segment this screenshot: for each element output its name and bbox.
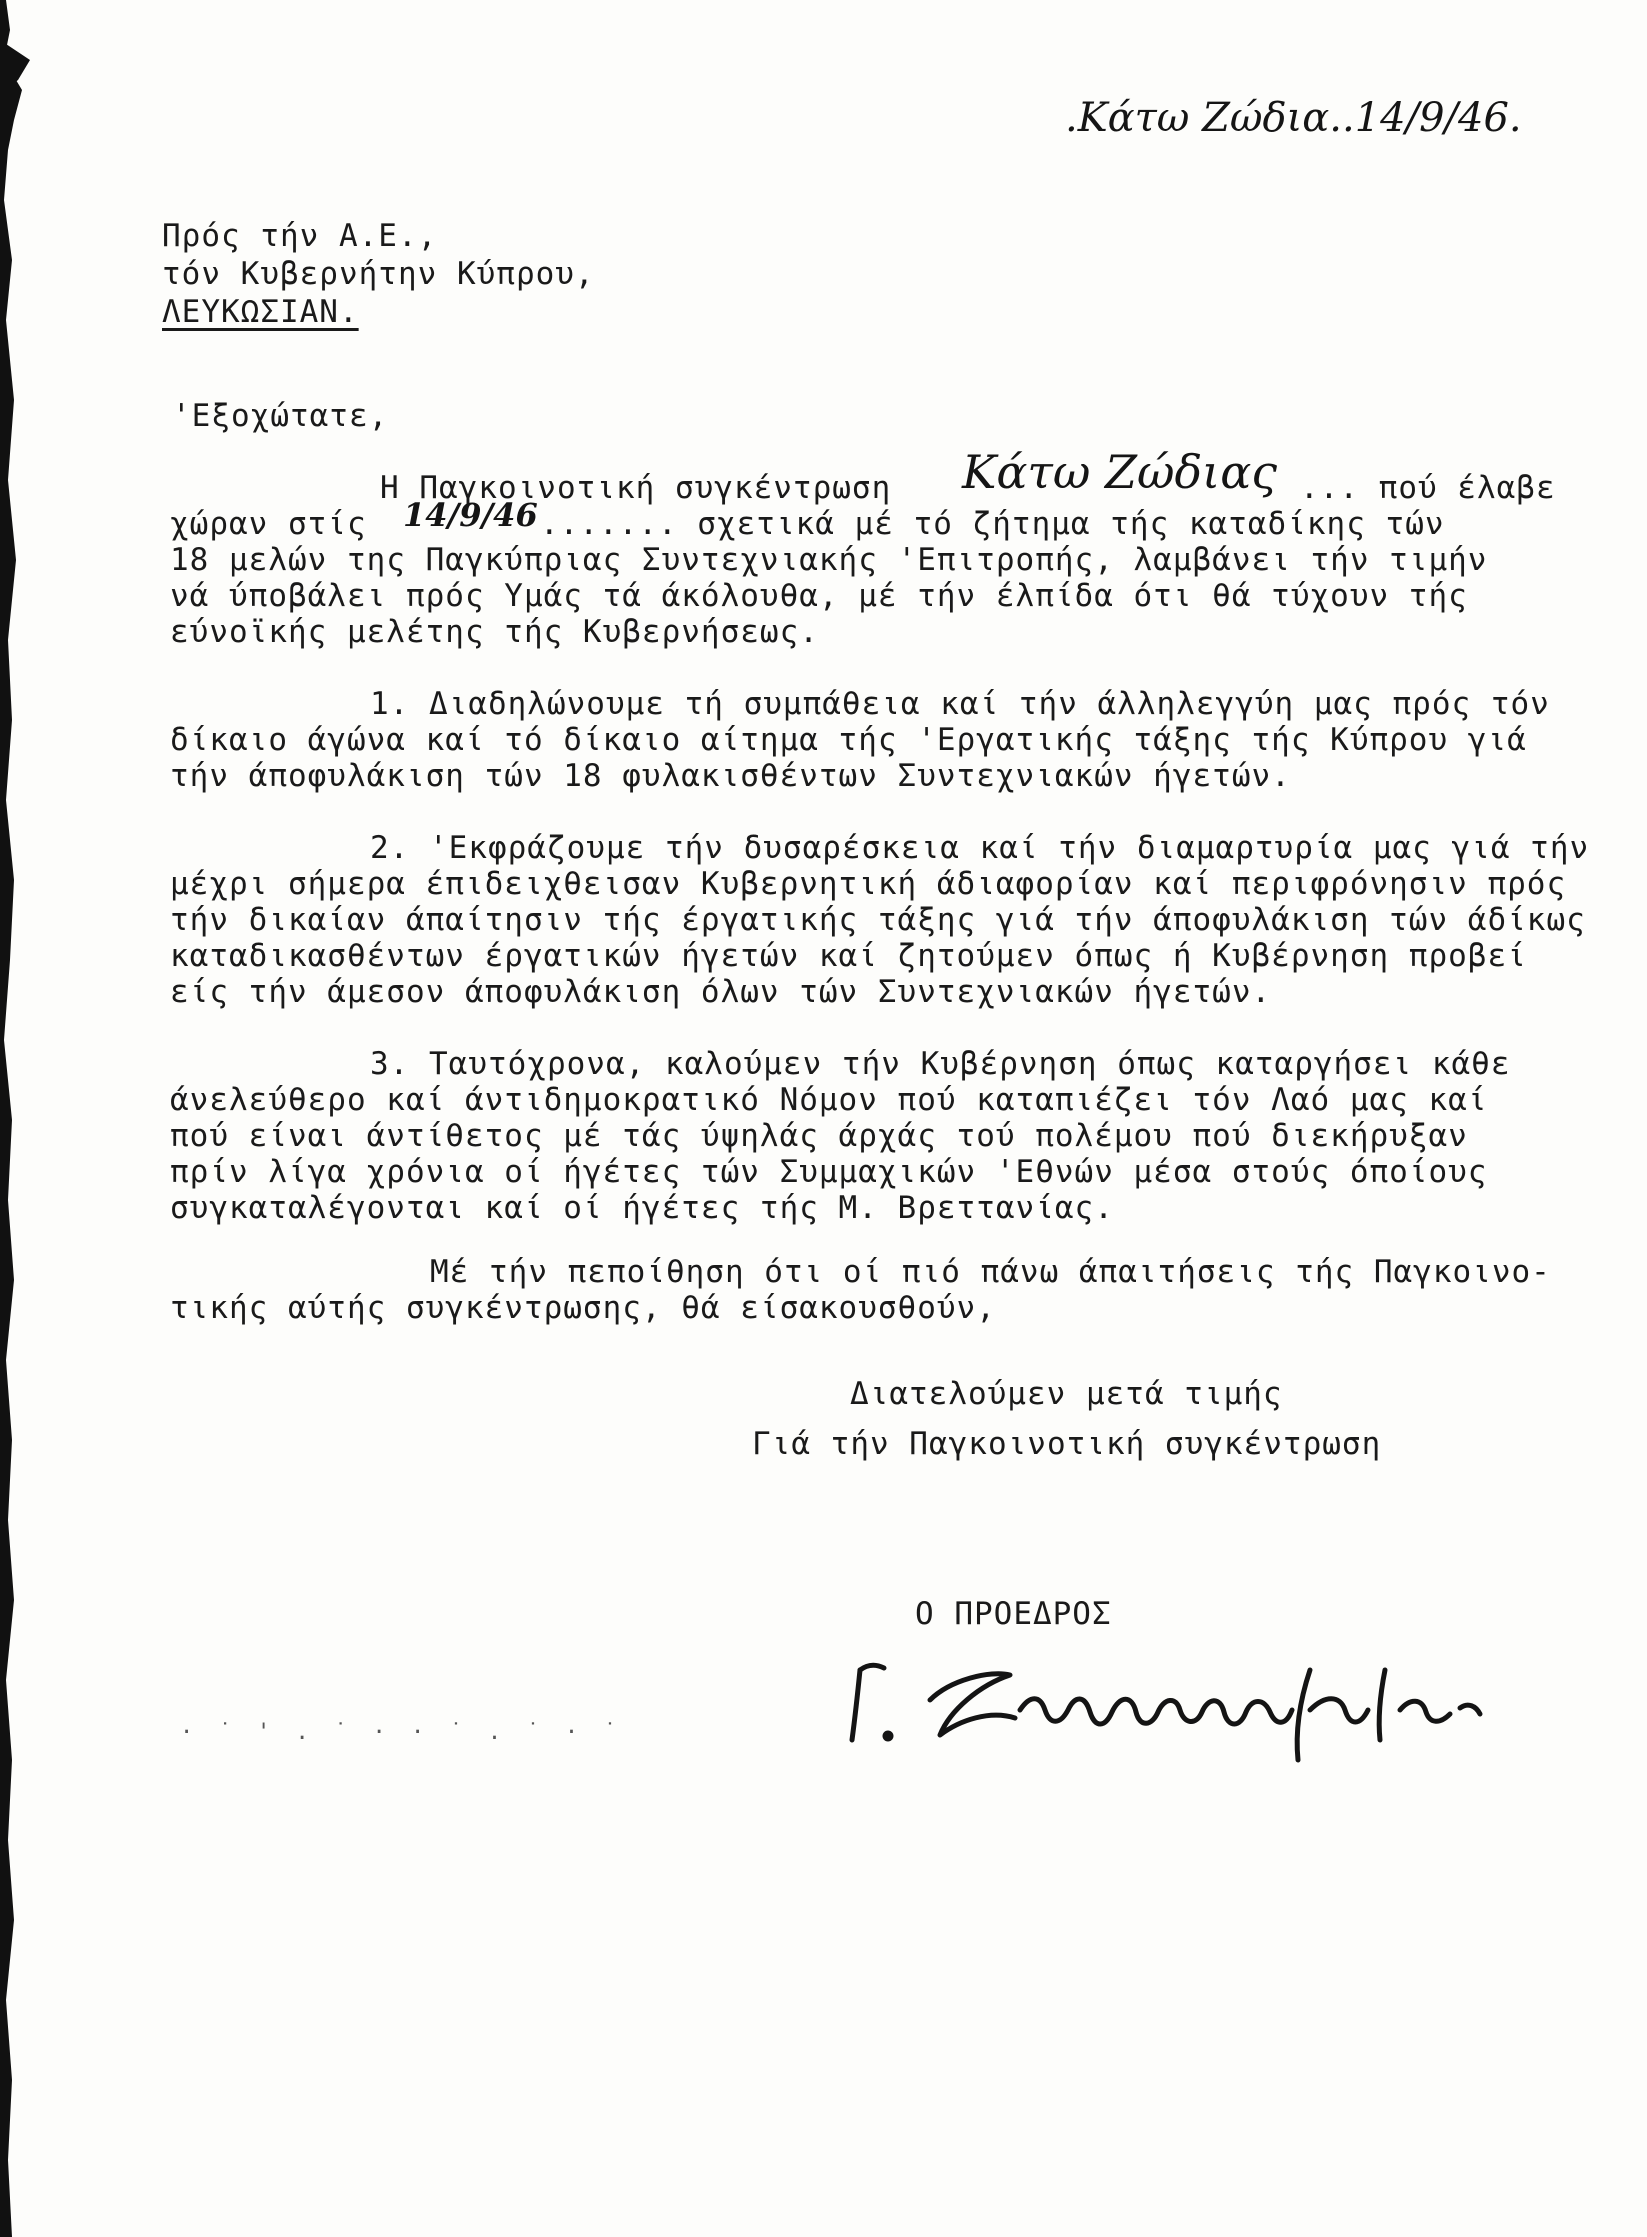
point2-line-4: καταδικασθέντων έργατικών ήγετών καί ζητούμεν όπως ή Κυβέρνηση προβεί: [170, 938, 1527, 974]
intro-line-5: εύνοϊκής μελέτης τής Κυβερνήσεως.: [170, 614, 819, 650]
address-line-1: Πρός τήν Α.Ε.,: [162, 218, 438, 254]
point3-line-3: πού είναι άντίθετος μέ τάς ύψηλάς άρχάς τού πολέμου πού διεκήρυξαν: [170, 1118, 1468, 1154]
signoff-line-2: Γιά τήν Παγκοινοτική συγκέντρωση: [752, 1426, 1382, 1462]
point2-line-3: τήν δικαίαν άπαίτησιν τής έργατικής τάξης γιά τήν άποφυλάκιση τών άδίκως: [170, 902, 1586, 938]
intro-line-1b: ... πού έλαβε: [1300, 470, 1556, 506]
point1-line-3: τήν άποφυλάκιση τών 18 φυλακισθέντων Συντεχνιακών ήγετών.: [170, 758, 1291, 794]
intro-line-2b: ....... σχετικά μέ τό ζήτημα τής καταδίκης τών: [540, 506, 1445, 542]
intro-line-3: 18 μελών της Παγκύπριας Συντεχνιακής 'Επιτροπής, λαμβάνει τήν τιμήν: [170, 542, 1488, 578]
salutation: 'Εξοχώτατε,: [172, 398, 389, 434]
point1-line-1: 1. Διαδηλώνουμε τή συμπάθεια καί τήν άλληλεγγύη μας πρός τόν: [370, 686, 1550, 722]
point3-line-5: συγκαταλέγονται καί οί ήγέτες τής Μ. Βρεττανίας.: [170, 1190, 1114, 1226]
scan-speckle: · ˙ ' . ˙ · · ˙ . ˙ · ˙: [180, 1720, 623, 1745]
point3-line-4: πρίν λίγα χρόνια οί ήγέτες τών Συμμαχικών 'Εθνών μέσα στούς όποίους: [170, 1154, 1488, 1190]
handwritten-signature: [840, 1640, 1500, 1780]
torn-left-edge: [0, 0, 40, 2237]
signoff-line-1: Διατελούμεν μετά τιμής: [850, 1376, 1283, 1412]
point2-line-2: μέχρι σήμερα έπιδειχθεισαν Κυβερνητική άδιαφορίαν καί περιφρόνησιν πρός: [170, 866, 1567, 902]
place-date: .Κάτω Ζώδια..14/9/46.: [1065, 95, 1522, 141]
closing-line-1: Μέ τήν πεποίθηση ότι οί πιό πάνω άπαιτήσεις τής Παγκοινο-: [430, 1254, 1551, 1290]
point1-line-2: δίκαιο άγώνα καί τό δίκαιο αίτημα τής 'Εργατικής τάξης τής Κύπρου γιά: [170, 722, 1527, 758]
intro-line-4: νά ύποβάλει πρός Υμάς τά άκόλουθα, μέ τήν έλπίδα ότι θά τύχουν τής: [170, 578, 1468, 614]
signatory-title: Ο ΠΡΟΕΔΡΟΣ: [915, 1596, 1112, 1632]
closing-line-2: τικής αύτής συγκέντρωσης, θά είσακουσθούν,: [170, 1290, 996, 1326]
point3-line-1: 3. Ταυτόχρονα, καλούμεν τήν Κυβέρνηση όπως καταργήσει κάθε: [370, 1046, 1511, 1082]
point2-line-5: είς τήν άμεσον άποφυλάκιση όλων τών Συντεχνιακών ήγετών.: [170, 974, 1272, 1010]
intro-handwritten-date: 14/9/46: [403, 496, 538, 534]
point2-line-1: 2. 'Εκφράζουμε τήν δυσαρέσκεια καί τήν διαμαρτυρία μας γιά τήν: [370, 830, 1590, 866]
intro-line-2a: χώραν στίς: [170, 506, 367, 542]
address-city: ΛΕΥΚΩΣΙΑΝ.: [162, 294, 359, 330]
intro-handwritten-place: Κάτω Ζώδιας: [962, 445, 1278, 499]
intro-line-1a: Η Παγκοινοτική συγκέντρωση: [380, 470, 892, 506]
point3-line-2: άνελεύθερο καί άντιδημοκρατικό Νόμον πού καταπιέζει τόν Λαό μας καί: [170, 1082, 1488, 1118]
address-line-2: τόν Κυβερνήτην Κύπρου,: [162, 256, 595, 292]
